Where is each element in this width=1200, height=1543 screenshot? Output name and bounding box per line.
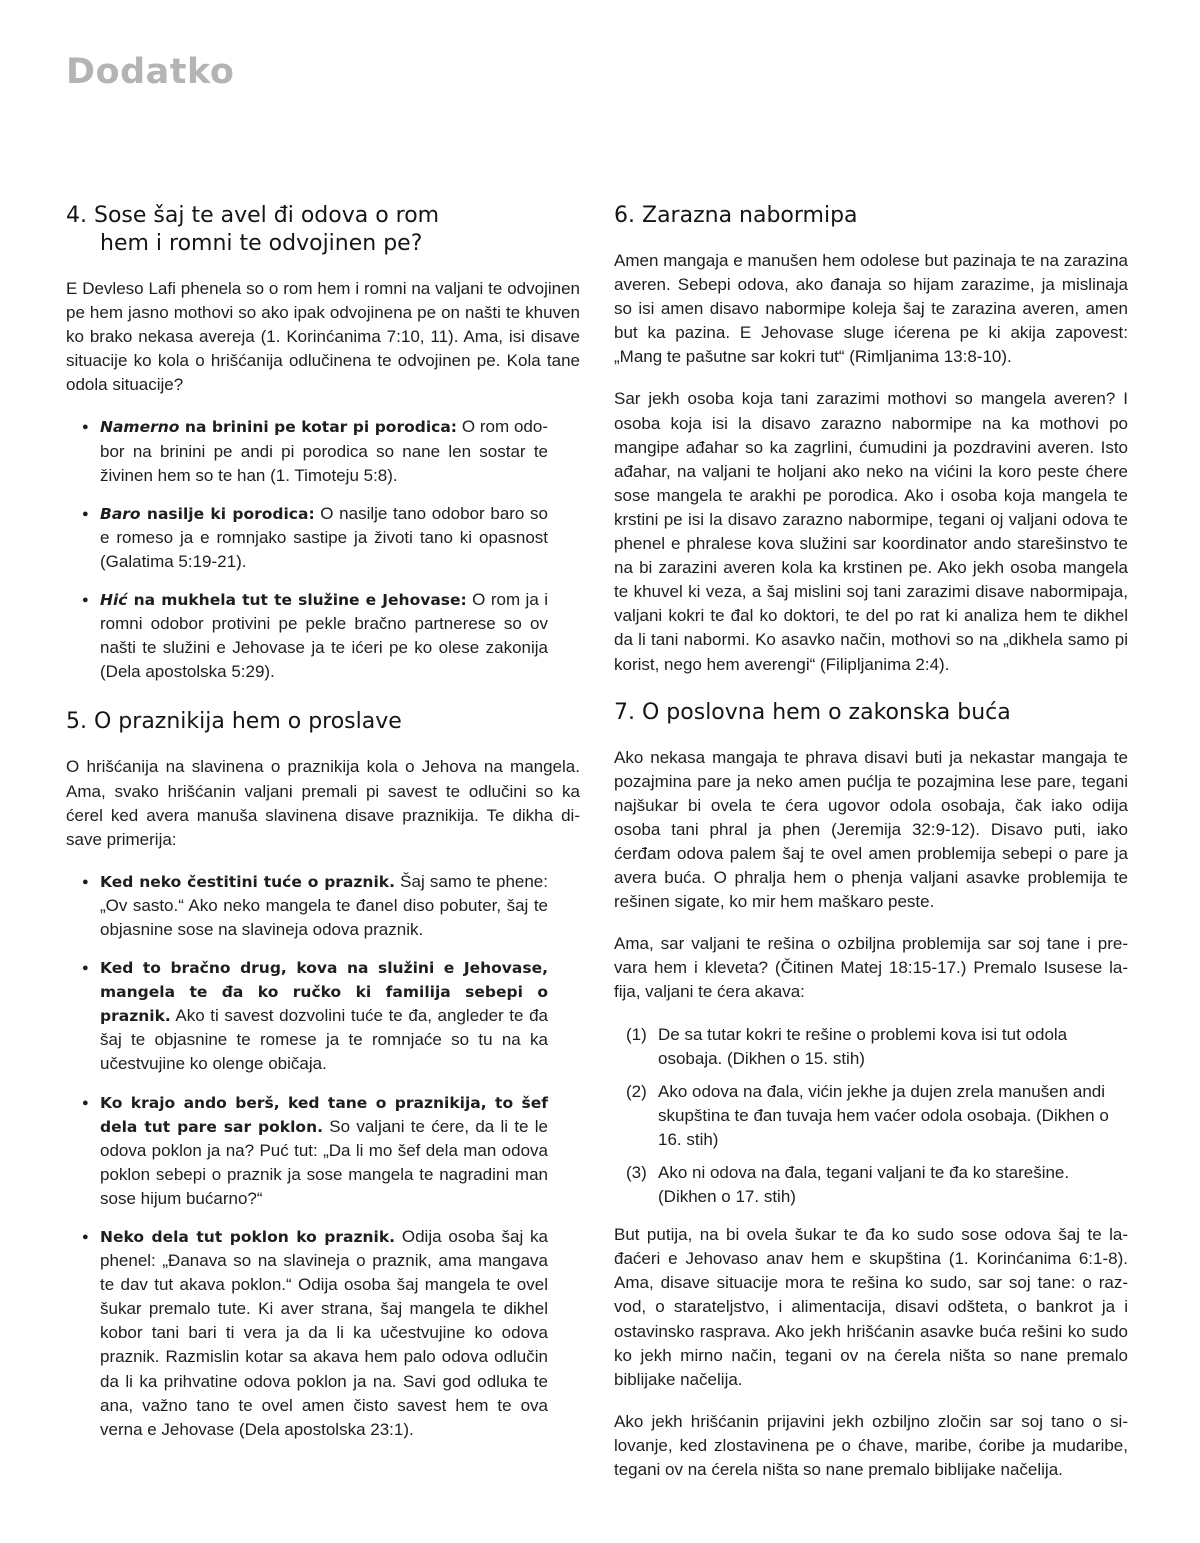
section-5-heading bbox=[66, 708, 580, 736]
section-4-number: 4. bbox=[66, 203, 87, 228]
section-7-steps bbox=[614, 1023, 1128, 1210]
list-item: (2) Ako odova na đala, vićin jekhe ja dujen zrela manušen andi skupština te đan tuvaja hem vaćer odola osobaja. (Dikhen o 16. stih) bbox=[626, 1081, 1109, 1149]
list-item: ● Baro nasilje ki porodica: O nasilje tano odobor baro so e romeso ja e romnjako sastipe ja životi tano ki opasnost (Galatima 5:19-21). bbox=[100, 502, 548, 574]
section-4-title-line-2: hem i romni te odvojinen pe? bbox=[100, 231, 423, 256]
list-item: (3) Ako ni odova na đala, tegani valjani te đa ko starešine. (Dikhen o 17. stih) bbox=[626, 1163, 1070, 1207]
section-6-title: Zarazna nabormipa bbox=[642, 203, 858, 228]
section-4 bbox=[66, 202, 580, 684]
section-7-paragraph: Ama, sar valjani te rešina o ozbiljna problemija sar soj tane i prevara hem i kleveta? (Čitinen Matej 18:15-17.) Premalo Isusese lafija, valjani te ćera akava: bbox=[614, 934, 1128, 1002]
section-6-paragraph: Amen mangaja e manušen hem odolese but pazinaja te na zarazina averen. Sebepi odova, ako đanaja so hijam zarazime, ja mislinaja so isi amen disavo nabormipe koleja šaj te zarazina averen, amen but ka pazina. E Jehovase sluge ićerena pe ki akija zapovest: „Mang te pašutne sar kokri tut“ (Rimljanima 13:8-10). bbox=[614, 251, 1128, 367]
section-4-intro: E Devleso Lafi phenela so o rom hem i romni na valjani te odvojinen pe hem jasno mothovi so ako ipak odvojinena pe on našti te khuven ko brako nekasa avereja (1. Korinćanima 7:10, 11). Ama, isi disave situacije ko kola o hrišćanija odlučinena te odvojinen pe. Kola tane odola situacije? bbox=[66, 279, 580, 395]
list-item: ● Namerno na brinini pe kotar pi porodica: O rom odobor na brinini pe andi pi porodica so nane len sostar te živinen hem so te han (1. Timoteju 5:8). bbox=[100, 415, 548, 487]
section-7 bbox=[614, 699, 1128, 1483]
section-5 bbox=[66, 708, 580, 1441]
list-item: ● Hić na mukhela tut te služine e Jehovase: O rom ja i romni odobor protivini pe pekle bračno partnerese so ov našti te služini e Jehovase ja te ićeri pe ko olese zakonija (Dela apostolska 5:29). bbox=[100, 588, 548, 684]
list-item: ● Ko krajo ando berš, ked tane o praznikija, to šef dela tut pare sar poklon. So valjani te ćere, da li te le odova poklon ja na? Puć tut: „Da li mo šef dela man odova poklon sebepi o praznik ja sose mangela te nagradini man sose hijum bućarno?“ bbox=[100, 1091, 548, 1211]
section-7-paragraph: But putija, na bi ovela šukar te đa ko sudo sose odova šaj te lađaćeri e Jehovaso anav hem e skupština (1. Korinćanima 6:1-8). Ama, disave situacije mora te rešina ko sudo, sar soj tane: o razvod, o starateljstvo, i alimentacija, disavi odšteta, o bankrot ja i ostavinsko rasprava. Ako jekh hrišćanin asavke buća rešini ko sudo ko jekh mirno način, tegani ov na ćerela ništa so nane premalo biblijake načelija. bbox=[614, 1225, 1128, 1389]
list-item: ● Ked to bračno drug, kova na služini e Jehovase, mangela te đa ko ručko ki familija sebepi o praznik. Ako ti savest dozvolini tuće te đa, angleder te đa šaj te objasnine te romese ja te romnjaće so tu na ka učestvujine ko olenge običaja. bbox=[100, 956, 548, 1076]
section-7-title: O poslovna hem o zakonska buća bbox=[642, 699, 1011, 725]
page-header: Dodatko bbox=[66, 52, 235, 92]
section-5-title: O praznikija hem o proslave bbox=[94, 709, 402, 735]
section-4-title-line-1: Sose šaj te avel đi odova o rom bbox=[94, 203, 440, 228]
section-5-number: 5. bbox=[66, 709, 87, 735]
list-item: ● Neko dela tut poklon ko praznik. Odija osoba šaj ka phenel: „Đanava so na slavineja o praznik, ama mangava te dav tut akava poklon.“ Odija osoba šaj mangela te ovel šukar premalo tute. Ki aver strana, šaj mangela te dikhel kobor tani bari ti vera ja da li ka učestvujine ko odova praznik. Razmislin kotar sa akava hem palo odova odlučin da li ka prihvatine odova poklon ja na. Savi god odluka te ana, važno tano te ovel amen čisto savest hem te ova verna e Jehovase (Dela apostolska 23:1). bbox=[100, 1225, 548, 1442]
list-item: (1) De sa tutar kokri te rešine o problemi kova isi tut odola osobaja. (Dikhen o 15. stih) bbox=[626, 1024, 1068, 1068]
left-column bbox=[66, 202, 580, 1466]
section-7-paragraph: Ako nekasa mangaja te phrava disavi buti ja nekastar mangaja te pozajmina pare ja neko amen pućlja te pozajmina lese pare, tegani najšukar bi ovela te ćera ugovor odola osobaja, čak iako odija osoba tani phral ja phen (Jeremija 32:9-12). Disavo puti, iako ćerđam odova palem šaj te ovel amen problemija sebepi o pare ja avera buća. O phralja hem o phenja valjani asavke problemija te rešinen sigate, ko mir hem maškaro peste. bbox=[614, 747, 1128, 912]
section-6-number: 6. bbox=[614, 203, 635, 228]
section-4-heading bbox=[66, 202, 580, 258]
list-item: ● Ked neko čestitini tuće o praznik. Šaj samo te phene: „Ov sasto.“ Ako neko mangela te đanel diso pobuter, šaj te objasnine sose na slavineja odova praznik. bbox=[100, 870, 548, 942]
section-4-list bbox=[66, 415, 548, 684]
section-7-number: 7. bbox=[614, 699, 635, 725]
section-6-heading bbox=[614, 202, 1128, 230]
section-5-list bbox=[66, 870, 548, 1442]
right-column bbox=[614, 202, 1128, 1500]
section-6-paragraph: Sar jekh osoba koja tani zarazimi mothovi so mangela averen? I osoba koja isi la disavo zarazno nabormipe na ka mothovi po mangipe ađahar so ka zagrlini, ćumudini ja pozdravini averen. Isto ađahar, na valjani te holjani ako neko na vićini la koro peste ćhere sose mangela te arakhi pe porodica. Ako i osoba koja mangela te krstini pe isi la disavo zarazno nabormipe, tegani oj valjani odova te phenel e phralese kova služini sar koordinator ando starešinstvo te na bi zarazini averen kola ka krstinen pe. Ako jekh osoba mangela te khuvel ki veza, a šaj mislini soj tani zarazimi disave nabormipaja, valjani kokri te đal ko doktori, te del po rat ki analiza hem te dikhel da li tani nabormi. Ko asavko način, mothovi so na „dikhela samo pi korist, nego hem averengi“ (Filipljanima 2:4). bbox=[614, 389, 1128, 674]
section-7-heading bbox=[614, 699, 1128, 727]
section-6 bbox=[614, 202, 1128, 677]
section-5-intro: O hrišćanija na slavinena o praznikija kola o Jehova na mangela. Ama, svako hrišćanin valjani premali pi savest te odlučini so ka ćerel ked avera manuša slavinena disave praznikija. Te dikha disave primerija: bbox=[66, 757, 580, 849]
section-7-paragraph: Ako jekh hrišćanin prijavini jekh ozbiljno zločin sar soj tano o silovanje, ked zlostavinena pe o ćhave, maribe, ćoribe ja mudaribe, tegani ov na ćerela ništa so nane premalo biblijake načelija. bbox=[614, 1411, 1128, 1480]
